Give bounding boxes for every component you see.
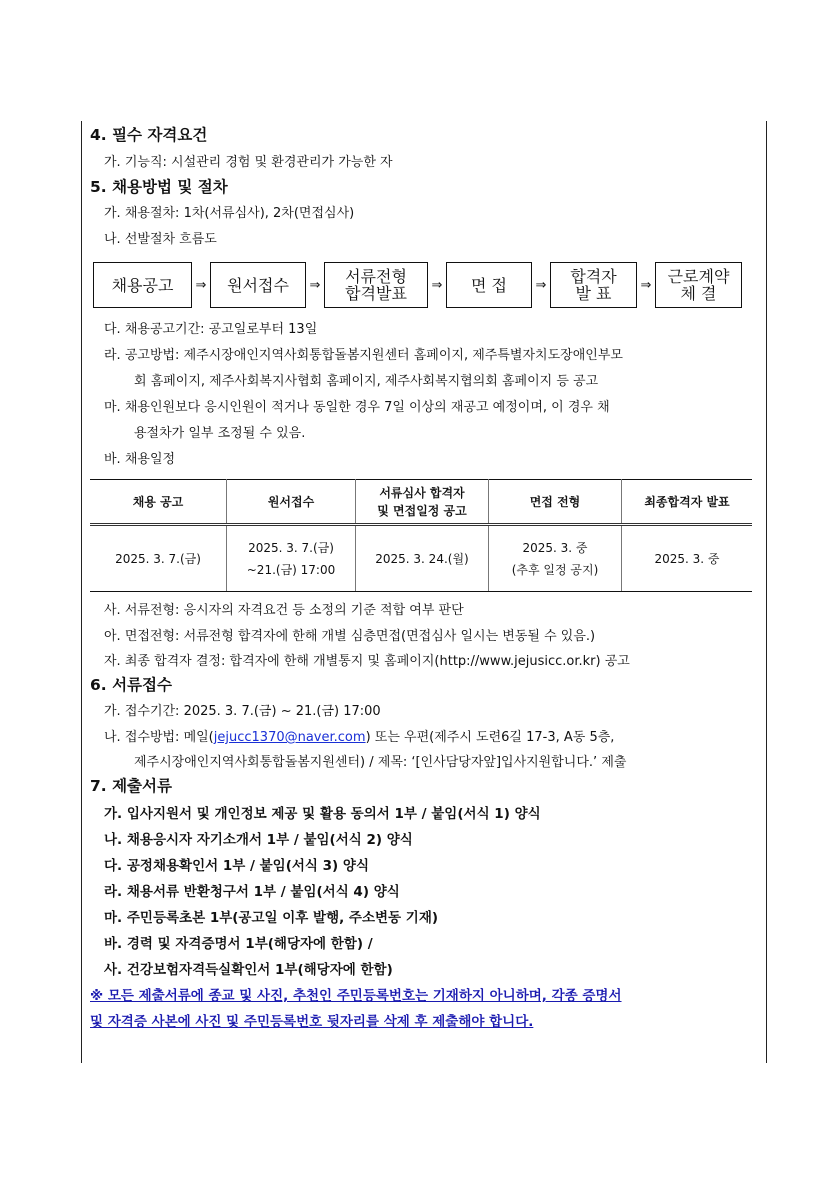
list-item: 마. 주민등록초본 1부(공고일 이후 발행, 주소변동 기재) (104, 910, 439, 926)
section-5-title: 5. 채용방법 및 절차 (90, 178, 228, 196)
schedule-table (90, 479, 752, 592)
list-item: 사. 건강보험자격득실확인서 1부(해당자에 한함) (104, 962, 393, 978)
s5-item-da: 다. 채용공고기간: 공고일로부터 13일 (104, 322, 318, 337)
s5-item-ma-line1: 마. 채용인원보다 응시인원이 적거나 동일한 경우 7일 이상의 재공고 예정이며, 이 경우 채 (104, 400, 610, 415)
section-4-title: 4. 필수 자격요건 (90, 126, 208, 144)
schedule-cell: 2025. 3. 7.(금) ~21.(금) 17:00 (227, 525, 356, 592)
schedule-header-cell: 최종합격자 발표 (622, 480, 753, 525)
s4-item-ga: 가. 기능직: 시설관리 경험 및 환경관리가 가능한 자 (104, 155, 393, 170)
schedule-cell: 2025. 3. 중 (622, 525, 753, 592)
flow-step-application: 원서접수 (210, 262, 306, 308)
flow-step-final-announcement: 합격자 발 표 (550, 262, 637, 308)
schedule-header-cell: 채용 공고 (90, 480, 227, 525)
flow-step-announcement: 채용공고 (93, 262, 192, 308)
flow-arrow: ⇒ (309, 277, 321, 293)
flow-step-document-screening: 서류전형 합격발표 (324, 262, 428, 308)
flow-arrow: ⇒ (535, 277, 547, 293)
schedule-header-row (90, 480, 752, 525)
document-body (90, 121, 760, 1035)
flow-arrow: ⇒ (431, 277, 443, 293)
schedule-cell: 2025. 3. 24.(월) (356, 525, 489, 592)
flow-step-interview: 면 접 (446, 262, 532, 308)
section-7-title: 7. 제출서류 (90, 777, 172, 795)
s5-item-ba: 바. 채용일정 (104, 452, 176, 467)
email-link[interactable]: jejucc1370@naver.com (213, 730, 366, 745)
s6-item-ga: 가. 접수기간: 2025. 3. 7.(금) ~ 21.(금) 17:00 (104, 704, 381, 719)
section-6-title: 6. 서류접수 (90, 676, 172, 694)
schedule-cell: 2025. 3. 7.(금) (90, 525, 227, 592)
s5-item-na: 나. 선발절차 흐름도 (104, 232, 217, 247)
s6-item-na-line1: 나. 접수방법: 메일(jejucc1370@naver.com) 또는 우편(제주시 도련6길 17-3, A동 5층, (104, 730, 615, 745)
selection-flow-chart (93, 260, 760, 310)
flow-step-contract: 근로계약 체 결 (655, 262, 742, 308)
submission-notice: ※ 모든 제출서류에 종교 및 사진, 추천인 주민등록번호는 기재하지 아니하며, 각종 증명서 및 자격증 사본에 사진 및 주민등록번호 뒷자리를 삭제 후 제출해야 합니다. (90, 988, 622, 1030)
schedule-cell: 2025. 3. 중 (추후 일정 공지) (489, 525, 622, 592)
s5-item-sa: 사. 서류전형: 응시자의 자격요건 등 소정의 기준 적합 여부 판단 (104, 603, 464, 618)
schedule-header-cell: 서류심사 합격자 및 면접일정 공고 (356, 480, 489, 525)
s5-item-ja: 자. 최종 합격자 결정: 합격자에 한해 개별통지 및 홈페이지(http://www.jejusicc.or.kr) 공고 (104, 654, 630, 669)
s5-item-a: 아. 면접전형: 서류전형 합격자에 한해 개별 심층면접(면접심사 일시는 변동될 수 있음.) (104, 629, 596, 644)
s5-item-ra-line1: 라. 공고방법: 제주시장애인지역사회통합돌봄지원센터 홈페이지, 제주특별자치도장애인부모 (104, 348, 623, 363)
flow-arrow: ⇒ (640, 277, 652, 293)
s5-item-ra-line2: 회 홈페이지, 제주사회복지사협회 홈페이지, 제주사회복지협의회 홈페이지 등 공고 (134, 374, 599, 389)
list-item: 라. 채용서류 반환청구서 1부 / 붙임(서식 4) 양식 (104, 884, 400, 900)
s6-item-na-line2: 제주시장애인지역사회통합돌봄지원센터) / 제목: ‘[인사담당자앞]입사지원합니다.’ 제출 (134, 755, 627, 770)
list-item: 바. 경력 및 자격증명서 1부(해당자에 한함) / (104, 936, 373, 952)
list-item: 다. 공정채용확인서 1부 / 붙임(서식 3) 양식 (104, 858, 369, 874)
s5-item-ga: 가. 채용절차: 1차(서류심사), 2차(면접심사) (104, 206, 355, 221)
schedule-header-cell: 원서접수 (227, 480, 356, 525)
list-item: 나. 채용응시자 자기소개서 1부 / 붙임(서식 2) 양식 (104, 832, 413, 848)
flow-arrow: ⇒ (195, 277, 207, 293)
s5-item-ma-line2: 용절차가 일부 조정될 수 있음. (134, 426, 306, 441)
list-item: 가. 입사지원서 및 개인정보 제공 및 활용 동의서 1부 / 붙임(서식 1) 양식 (104, 806, 541, 822)
table-row (90, 525, 752, 592)
schedule-header-cell: 면접 전형 (489, 480, 622, 525)
